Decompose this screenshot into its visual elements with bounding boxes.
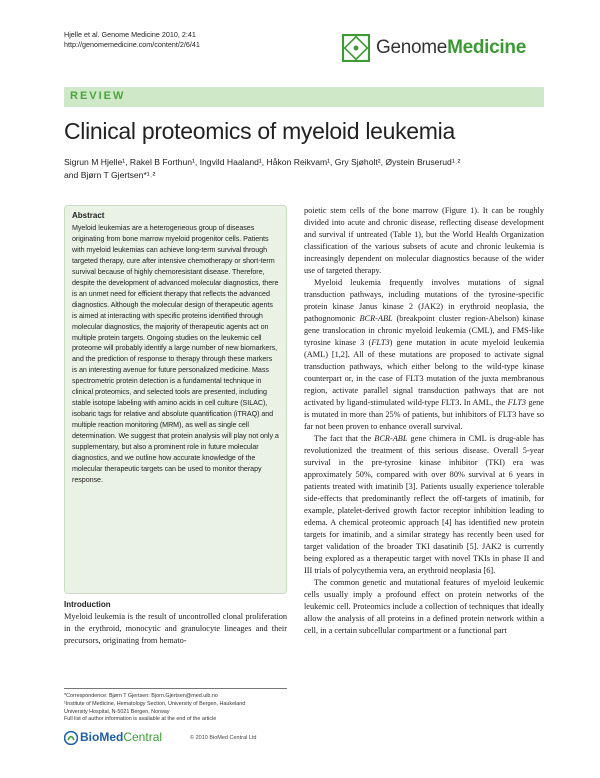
publisher-name: BioMedCentral	[80, 730, 163, 744]
abstract-box	[64, 205, 287, 594]
introduction-heading: Introduction	[64, 600, 111, 609]
correspondence-note: *Correspondence: Bjørn T Gjertsen: Bjorn.Gjertsen@med.uib.no	[64, 693, 218, 699]
authors-line: Sigrun M Hjelle¹, Rakel B Forthun¹, Ingvild Haaland¹, Håkon Reikvam¹, Gry Sjøholt², Øystein Bruserud¹˒²	[64, 157, 461, 167]
body-paragraph: poietic stem cells of the bone marrow (Figure 1). It can be roughly divided into acute and chronic disease, reflecting disease development and survival if untreated (Table 1), but the World Health Organization classification of the various subsets of acute and chronic leukemia is increasingly dependent on molecular diagnostics because of the wider use of targeted therapy.	[304, 206, 544, 275]
section-label: REVIEW	[70, 90, 126, 102]
biomed-central-icon	[64, 731, 78, 745]
citation-line: Hjelle et al. Genome Medicine 2010, 2:41	[64, 30, 196, 39]
body-paragraph: The fact that the BCR-ABL gene chimera in CML is drug-able has revolutionized the treatment of this serious disease. Overall 5-year survival in the pre-tyrosine kinase inhibitor (TKI) era was approximately 50%, compared with over 80% survival at 6 years in patients treated with imatinib [3]. Patients usually experience tolerable side-effects that predominantly reflect the off-targets of imatinib, for example, platelet-derived growth factor receptor inhibition leading to edema. A chemical proteomic approach [4] has identified new protein targets for imatinib, and a similar strategy has recently been used for target validation of the broader TKI dasatinib [5]. JAK2 is currently being explored as a therapeutic target with novel TKIs in phase II and III trials of polycythemia vera, an erythroid neoplasia [6].	[304, 434, 544, 575]
introduction-section	[64, 600, 287, 647]
citation-header	[64, 30, 200, 50]
author-list	[64, 156, 544, 182]
introduction-text: Myeloid leukemia is the result of uncontrolled clonal proliferation in the erythroid, monocytic and granulocyte lineages and their precursors, originating from hemato-	[64, 612, 287, 645]
body-paragraph: The common genetic and mutational features of myeloid leukemic cells usually imply a profound effect on protein networks of the leukemic cell. Proteomics include a collection of techniques that ideally allow the analysis of all proteins in a defined protein network within a cell, in a certain subcellular compartment or a functional part	[304, 578, 544, 635]
journal-name: GenomeMedicine	[376, 37, 526, 58]
copyright-notice: © 2010 BioMed Central Ltd	[190, 735, 257, 741]
affiliation-note: ¹Institute of Medicine, Hematology Section, University of Bergen, Haukeland	[64, 700, 246, 707]
journal-logo-icon	[342, 34, 370, 62]
body-paragraph: Myeloid leukemia frequently involves mutations of signal transduction pathways, including mutations of the tyrosine-specific protein kinase Janus kinase 2 (JAK2) in erythroid neoplasia, the pathognomonic BCR-ABL (breakpoint cluster region-Abelson) kinase gene translocation in chronic myeloid leukemia (CML), and FMS-like tyrosine kinase 3 (FLT3) gene mutation in acute myeloid leukemia (AML) [1,2]. All of these mutations are proposed to activate signal transduction pathways, which either belong to the wild-type kinase counterpart or, in the case of FLT3 mutation of the juxta membranous region, activate parallel signal transduction pathways that are not activated by ligand-stimulated wild-type FLT3. In AML, the FLT3 gene is mutated in more than 25% of patients, but inhibitors of FLT3 have so far not been proven to enhance overall survival.	[304, 278, 544, 431]
journal-logo[interactable]	[342, 34, 542, 66]
biomed-central-logo[interactable]	[64, 729, 163, 747]
body-column-right	[304, 205, 544, 637]
authors-line: and Bjørn T Gjertsen*¹˒²	[64, 170, 156, 180]
footnotes	[64, 688, 287, 724]
abstract-text: Myeloid leukemias are a heterogeneous group of diseases originating from bone marrow myeloid progenitor cells. Patients with myeloid leukemias can achieve long-term survival through targeted therapy, cure after intensive chemotherapy or short-term survival because of highly chemoresistant disease. Therefore, despite the development of advanced molecular diagnostics, there is an unmet need for efficient therapy that reflects the advanced diagnostics. Although the molecular design of therapeutic agents is aimed at interacting with specific proteins identified through molecular diagnostics, the majority of therapeutic agents act on multiple protein targets. Ongoing studies on the leukemic cell proteome will probably identify a large number of new biomarkers, and the prediction of response to therapy through these markers is an interesting avenue for future personalized medicine. Mass spectrometric protein detection is a fundamental technique in clinical proteomics, and selected tools are presented, including stable isotope labeling with amino acids in cell culture (SILAC), isobaric tags for relative and absolute quantification (iTRAQ) and multiple reaction monitoring (MRM), as well as single cell determination. We suggest that protein analysis will play not only a supplementary, but also a prominent role in future molecular diagnostics, and we outline how accurate knowledge of the molecular therapeutic targets can be used to monitor therapy response.	[72, 224, 279, 484]
affiliation-note: University Hospital, N-5021 Bergen, Norway	[64, 708, 170, 715]
abstract-heading: Abstract	[72, 211, 105, 220]
author-info-note: Full list of author information is available at the end of the article	[64, 716, 217, 723]
article-title: Clinical proteomics of myeloid leukemia	[64, 118, 455, 144]
article-url[interactable]: http://genomemedicine.com/content/2/6/41	[64, 40, 200, 49]
section-label-bar	[64, 87, 544, 107]
publisher-footer	[64, 727, 287, 749]
